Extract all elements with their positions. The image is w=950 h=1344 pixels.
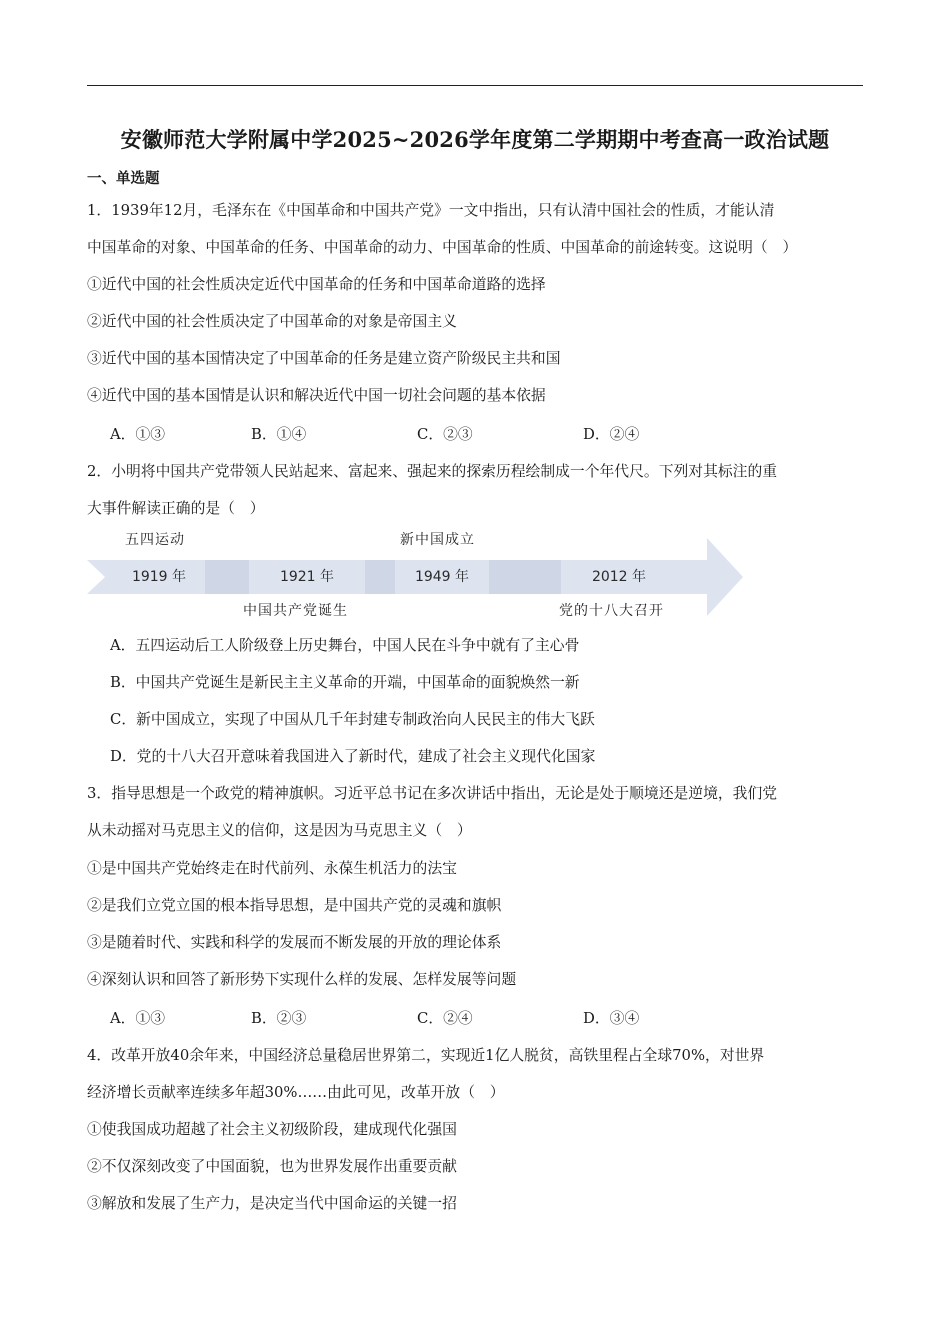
q2-stem-line1: 2．小明将中国共产党带领人民站起来、富起来、强起来的探索历程绘制成一个年代尺。下列对其标注的重 bbox=[87, 463, 778, 480]
q4-statement-2: ②不仅深刻改变了中国面貌，也为世界发展作出重要贡献 bbox=[87, 1158, 457, 1175]
q2-stem-line2: 大事件解读正确的是（ ） bbox=[87, 500, 265, 517]
q2-option-a: A．五四运动后工人阶级登上历史舞台，中国人民在斗争中就有了主心骨 bbox=[110, 637, 580, 654]
timeline-figure bbox=[87, 524, 757, 624]
timeline-year-1949: 1949 年 bbox=[395, 560, 489, 594]
q1-statement-3: ③近代中国的基本国情决定了中国革命的任务是建立资产阶级民主共和国 bbox=[87, 350, 561, 367]
q1-option-d: D．②④ bbox=[583, 426, 640, 443]
q3-option-d: D．③④ bbox=[583, 1010, 640, 1027]
timeline-year-1921: 1921 年 bbox=[249, 560, 365, 594]
q2-option-c: C．新中国成立，实现了中国从几千年封建专制政治向人民民主的伟大飞跃 bbox=[110, 711, 595, 728]
top-rule bbox=[87, 85, 863, 86]
q4-stem-line1: 4．改革开放40余年来，中国经济总量稳居世界第二，实现近1亿人脱贫，高铁里程占全球70%，对世界 bbox=[87, 1047, 765, 1064]
q4-statement-3: ③解放和发展了生产力，是决定当代中国命运的关键一招 bbox=[87, 1195, 457, 1212]
q3-statement-3: ③是随着时代、实践和科学的发展而不断发展的开放的理论体系 bbox=[87, 934, 502, 951]
q2-option-d: D．党的十八大召开意味着我国进入了新时代，建成了社会主义现代化国家 bbox=[110, 748, 596, 765]
q3-statement-2: ②是我们立党立国的根本指导思想，是中国共产党的灵魂和旗帜 bbox=[87, 897, 502, 914]
q1-statement-2: ②近代中国的社会性质决定了中国革命的对象是帝国主义 bbox=[87, 313, 457, 330]
q3-stem-line2: 从未动摇对马克思主义的信仰，这是因为马克思主义（ ） bbox=[87, 822, 472, 839]
q1-option-c: C．②③ bbox=[417, 426, 473, 443]
q3-option-a: A．①③ bbox=[110, 1010, 166, 1027]
q4-statement-1: ①使我国成功超越了社会主义初级阶段，建成现代化强国 bbox=[87, 1121, 457, 1138]
q3-option-c: C．②④ bbox=[417, 1010, 473, 1027]
q3-statement-1: ①是中国共产党始终走在时代前列、永葆生机活力的法宝 bbox=[87, 860, 457, 877]
q3-stem-line1: 3．指导思想是一个政党的精神旗帜。习近平总书记在多次讲话中指出，无论是处于顺境还是逆境，我们党 bbox=[87, 785, 778, 802]
q1-stem-line2: 中国革命的对象、中国革命的任务、中国革命的动力、中国革命的性质、中国革命的前途转变。这说明（ ） bbox=[87, 239, 798, 256]
q1-stem-line1: 1．1939年12月，毛泽东在《中国革命和中国共产党》一文中指出，只有认清中国社会的性质，才能认清 bbox=[87, 202, 775, 219]
timeline-label-cpc-founding: 中国共产党诞生 bbox=[243, 603, 348, 619]
section-heading: 一、单选题 bbox=[87, 170, 160, 187]
q3-statement-4: ④深刻认识和回答了新形势下实现什么样的发展、怎样发展等问题 bbox=[87, 971, 517, 988]
q3-option-b: B．②③ bbox=[251, 1010, 307, 1027]
q4-stem-line2: 经济增长贡献率连续多年超30%……由此可见，改革开放（ ） bbox=[87, 1084, 505, 1101]
timeline-label-may-fourth: 五四运动 bbox=[125, 532, 185, 548]
timeline-label-prc-founding: 新中国成立 bbox=[400, 532, 475, 548]
timeline-year-2012: 2012 年 bbox=[591, 569, 647, 585]
q2-option-b: B．中国共产党诞生是新民主主义革命的开端，中国革命的面貌焕然一新 bbox=[110, 674, 580, 691]
timeline-year-1919: 1919 年 bbox=[113, 560, 205, 594]
page-title: 安徽师范大学附属中学2025~2026学年度第二学期期中考查高一政治试题 bbox=[120, 127, 830, 152]
q1-statement-1: ①近代中国的社会性质决定近代中国革命的任务和中国革命道路的选择 bbox=[87, 276, 546, 293]
q1-option-a: A．①③ bbox=[110, 426, 166, 443]
q1-option-b: B．①④ bbox=[251, 426, 307, 443]
timeline-label-18th-congress: 党的十八大召开 bbox=[559, 603, 664, 619]
q1-statement-4: ④近代中国的基本国情是认识和解决近代中国一切社会问题的基本依据 bbox=[87, 387, 546, 404]
